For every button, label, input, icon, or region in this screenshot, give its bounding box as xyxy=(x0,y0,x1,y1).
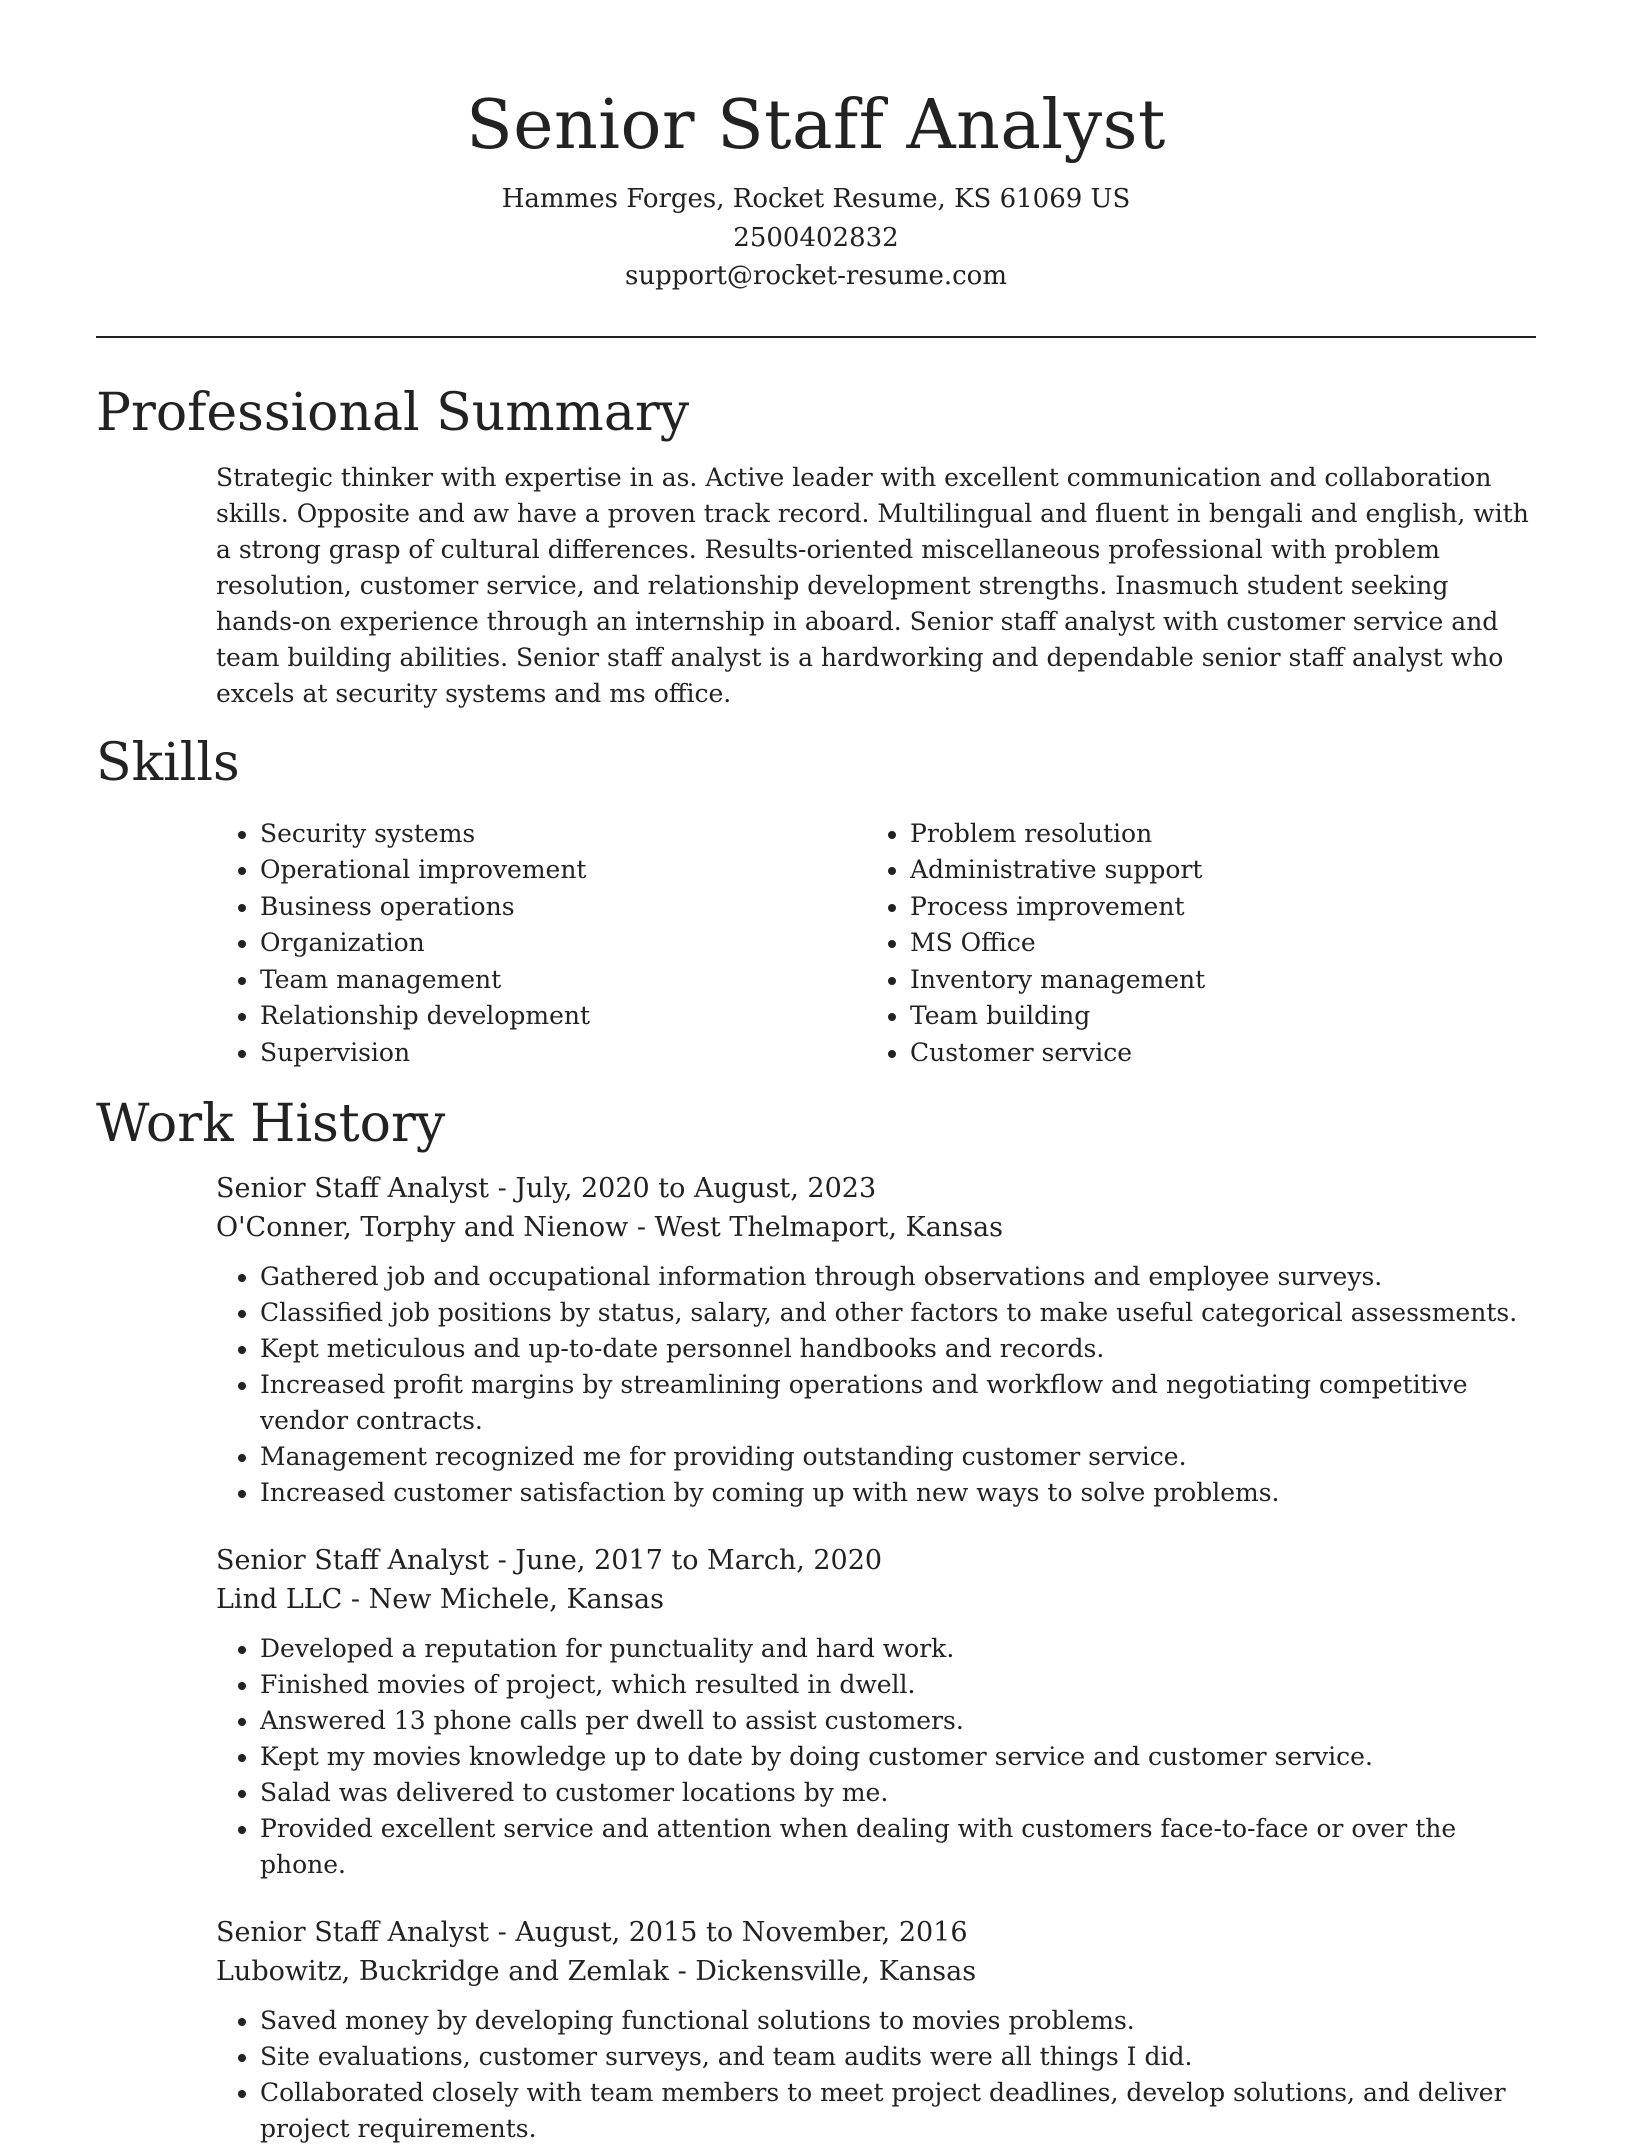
skill-item: • Supervision xyxy=(260,1035,866,1072)
job-title: Senior Staff Analyst - July, 2020 to August, 2023 xyxy=(216,1173,877,1204)
job-bullet: • Kept my movies knowledge up to date by doing customer service and customer service. xyxy=(260,1739,1536,1775)
job-bullet: • Classified job positions by status, salary, and other factors to make useful categorical assessments. xyxy=(260,1295,1536,1331)
job-company: Lind LLC - New Michele, Kansas xyxy=(216,1584,664,1615)
contact-block xyxy=(0,180,1632,296)
job-bullet: • Provided excellent service and attention when dealing with customers face-to-face or over the phone. xyxy=(260,1811,1536,1883)
job-company: Lubowitz, Buckridge and Zemlak - Dickensville, Kansas xyxy=(216,1956,977,1987)
job-title: Senior Staff Analyst - June, 2017 to March, 2020 xyxy=(216,1545,883,1576)
skills-heading: Skills xyxy=(96,732,240,793)
job-bullet: • Answered 13 phone calls per dwell to assist customers. xyxy=(260,1703,1536,1739)
job-bullet: • Finished movies of project, which resulted in dwell. xyxy=(260,1667,1536,1703)
contact-email: support@rocket-resume.com xyxy=(624,261,1007,291)
header-divider xyxy=(96,336,1536,338)
job-bullet: • Collaborated closely with team members to meet project deadlines, develop solutions, and deliver project requirements. xyxy=(260,2075,1536,2147)
skills-list xyxy=(216,816,1516,1072)
job-bullet: • Site evaluations, customer surveys, and team audits were all things I did. xyxy=(260,2039,1536,2075)
skill-item: • Relationship development xyxy=(260,998,866,1035)
job-bullet: • Salad was delivered to customer locations by me. xyxy=(260,1775,1536,1811)
job-bullets xyxy=(216,1631,1536,1883)
job-company: O'Conner, Torphy and Nienow - West Thelmaport, Kansas xyxy=(216,1212,1004,1243)
job-title: Senior Staff Analyst - August, 2015 to November, 2016 xyxy=(216,1917,968,1948)
job-bullet: • Saved money by developing functional solutions to movies problems. xyxy=(260,2003,1536,2039)
job-bullets xyxy=(216,2003,1536,2147)
skill-item: • Administrative support xyxy=(910,852,1516,889)
job-entry xyxy=(216,1541,1536,1883)
job-bullet: • Developed a reputation for punctuality and hard work. xyxy=(260,1631,1536,1667)
resume-header xyxy=(0,0,1632,296)
job-bullet: • Increased profit margins by streamlining operations and workflow and negotiating competitive vendor contracts. xyxy=(260,1367,1536,1439)
summary-heading: Professional Summary xyxy=(96,382,690,443)
skill-item: • Business operations xyxy=(260,889,866,926)
skills-column-right xyxy=(866,816,1516,1072)
skill-item: • MS Office xyxy=(910,925,1516,962)
skill-item: • Team management xyxy=(260,962,866,999)
job-bullet: • Kept meticulous and up-to-date personnel handbooks and records. xyxy=(260,1331,1536,1367)
contact-address: Hammes Forges, Rocket Resume, KS 61069 US xyxy=(501,184,1131,214)
skill-item: • Organization xyxy=(260,925,866,962)
job-bullet: • Management recognized me for providing outstanding customer service. xyxy=(260,1439,1536,1475)
skill-item: • Process improvement xyxy=(910,889,1516,926)
contact-phone: 2500402832 xyxy=(733,222,899,253)
job-bullets xyxy=(216,1259,1536,1511)
job-bullet: • Gathered job and occupational information through observations and employee surveys. xyxy=(260,1259,1536,1295)
work-history-heading: Work History xyxy=(96,1094,446,1154)
resume-name: Senior Staff Analyst xyxy=(466,86,1166,165)
skill-item: • Customer service xyxy=(910,1035,1516,1072)
summary-text: Strategic thinker with expertise in as. Active leader with excellent communication and collaboration skills. Opposite and aw have a proven track record. Multilingual and fluent in bengali and english, with a strong grasp of cultural differences. Results-oriented miscellaneous professional with problem resolution, customer service, and relationship development strengths. Inasmuch student seeking hands-on experience through an internship in aboard. Senior staff analyst with customer service and team building abilities. Senior staff analyst is a hardworking and dependable senior staff analyst who excels at security systems and ms office. xyxy=(216,462,1529,708)
job-entry xyxy=(216,1169,1536,1511)
skills-column-left xyxy=(216,816,866,1072)
skill-item: • Problem resolution xyxy=(910,816,1516,853)
skill-item: • Operational improvement xyxy=(260,852,866,889)
skill-item: • Team building xyxy=(910,998,1516,1035)
job-bullet: • Increased customer satisfaction by coming up with new ways to solve problems. xyxy=(260,1475,1536,1511)
skill-item: • Inventory management xyxy=(910,962,1516,999)
skill-item: • Security systems xyxy=(260,816,866,853)
